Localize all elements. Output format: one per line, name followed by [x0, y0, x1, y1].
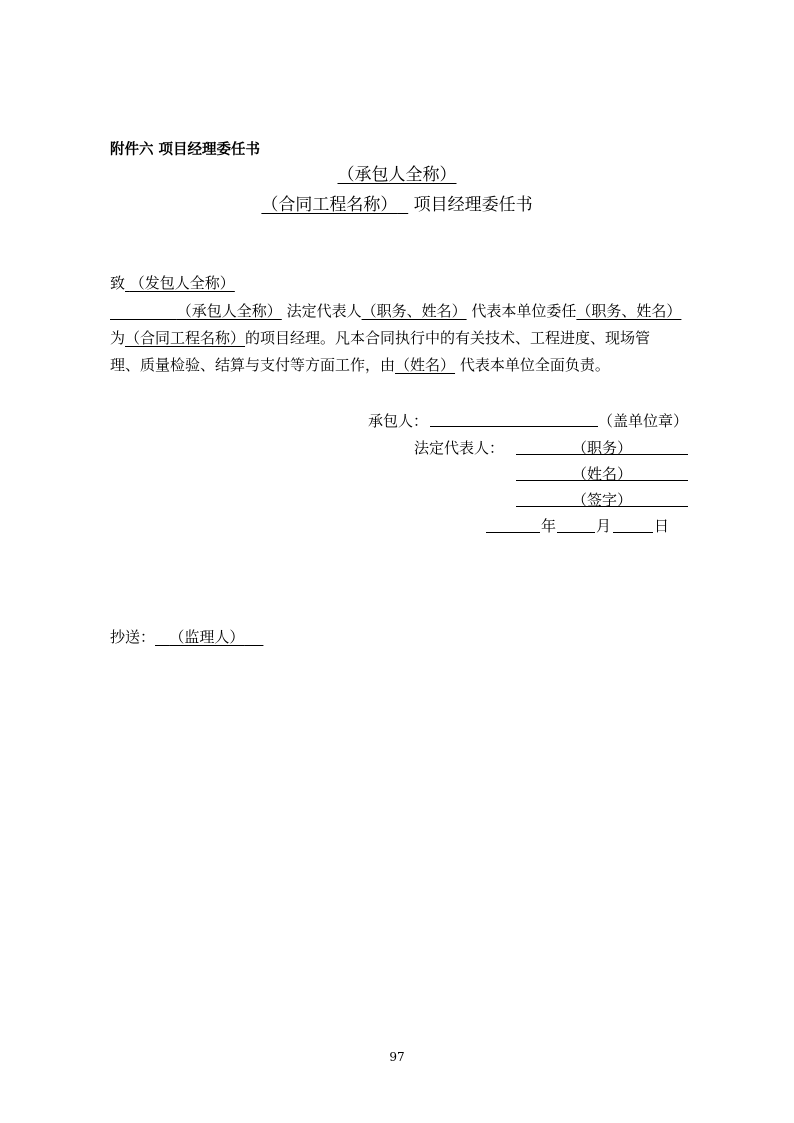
attachment-label: 附件六 项目经理委任书: [110, 142, 261, 158]
contractor-label: 承包人：: [368, 412, 429, 430]
position-field: （职务）: [571, 439, 632, 457]
seal-note: （盖单位章）: [598, 412, 689, 430]
cc-line: [110, 626, 263, 647]
position-blank-line: [516, 454, 688, 455]
paragraph-line-3: [110, 354, 610, 375]
legal-rep-label: 法定代表人：: [414, 439, 505, 457]
p1-text-legal-rep: 法定代表人: [286, 302, 362, 320]
addressee-line: [110, 272, 235, 293]
contractor-full-name: （承包人全称）: [337, 165, 457, 185]
paragraph-line-2: [110, 327, 650, 348]
month-label: 月: [596, 517, 612, 535]
year-label: 年: [541, 517, 557, 535]
addressee-label: 致: [110, 274, 126, 292]
contractor-blank-line: [430, 426, 598, 427]
page-number: 97: [389, 1050, 405, 1064]
p1-appointee: （职务、姓名）: [576, 302, 682, 320]
signature-field: （签字）: [571, 491, 632, 509]
contract-project-name: （合同工程名称）: [261, 195, 398, 215]
name-blank-line: [516, 480, 688, 481]
title-suffix: 项目经理委任书: [413, 195, 533, 215]
day-label: 日: [654, 517, 670, 535]
month-blank-line: [557, 532, 595, 533]
p3-text-2: 代表本单位全面负责。: [459, 356, 610, 374]
p2-text: 的项目经理。凡本合同执行中的有关技术、工程进度、现场管: [245, 329, 651, 347]
p2-project-name: （合同工程名称）: [125, 329, 246, 347]
paragraph-line-1: [110, 300, 681, 321]
supervisor: （监理人）: [169, 628, 245, 646]
employer-full-name: （发包人全称）: [129, 274, 235, 292]
p1-contractor-name: （承包人全称）: [176, 302, 282, 320]
cc-label: 抄送：: [110, 628, 156, 646]
p1-text-appoint: 代表本单位委任: [471, 302, 577, 320]
p3-text-1: 理、质量检验、结算与支付等方面工作，由: [110, 356, 396, 374]
day-blank-line: [613, 532, 653, 533]
year-blank-line: [486, 532, 540, 533]
p3-manager-name: （姓名）: [395, 356, 456, 374]
name-field: （姓名）: [571, 465, 632, 483]
p2-prefix: 为: [110, 329, 126, 347]
signature-blank-line: [516, 506, 688, 507]
p1-legal-rep-name: （职务、姓名）: [361, 302, 467, 320]
page-title: [0, 190, 794, 215]
title-contractor-name: [0, 160, 794, 185]
